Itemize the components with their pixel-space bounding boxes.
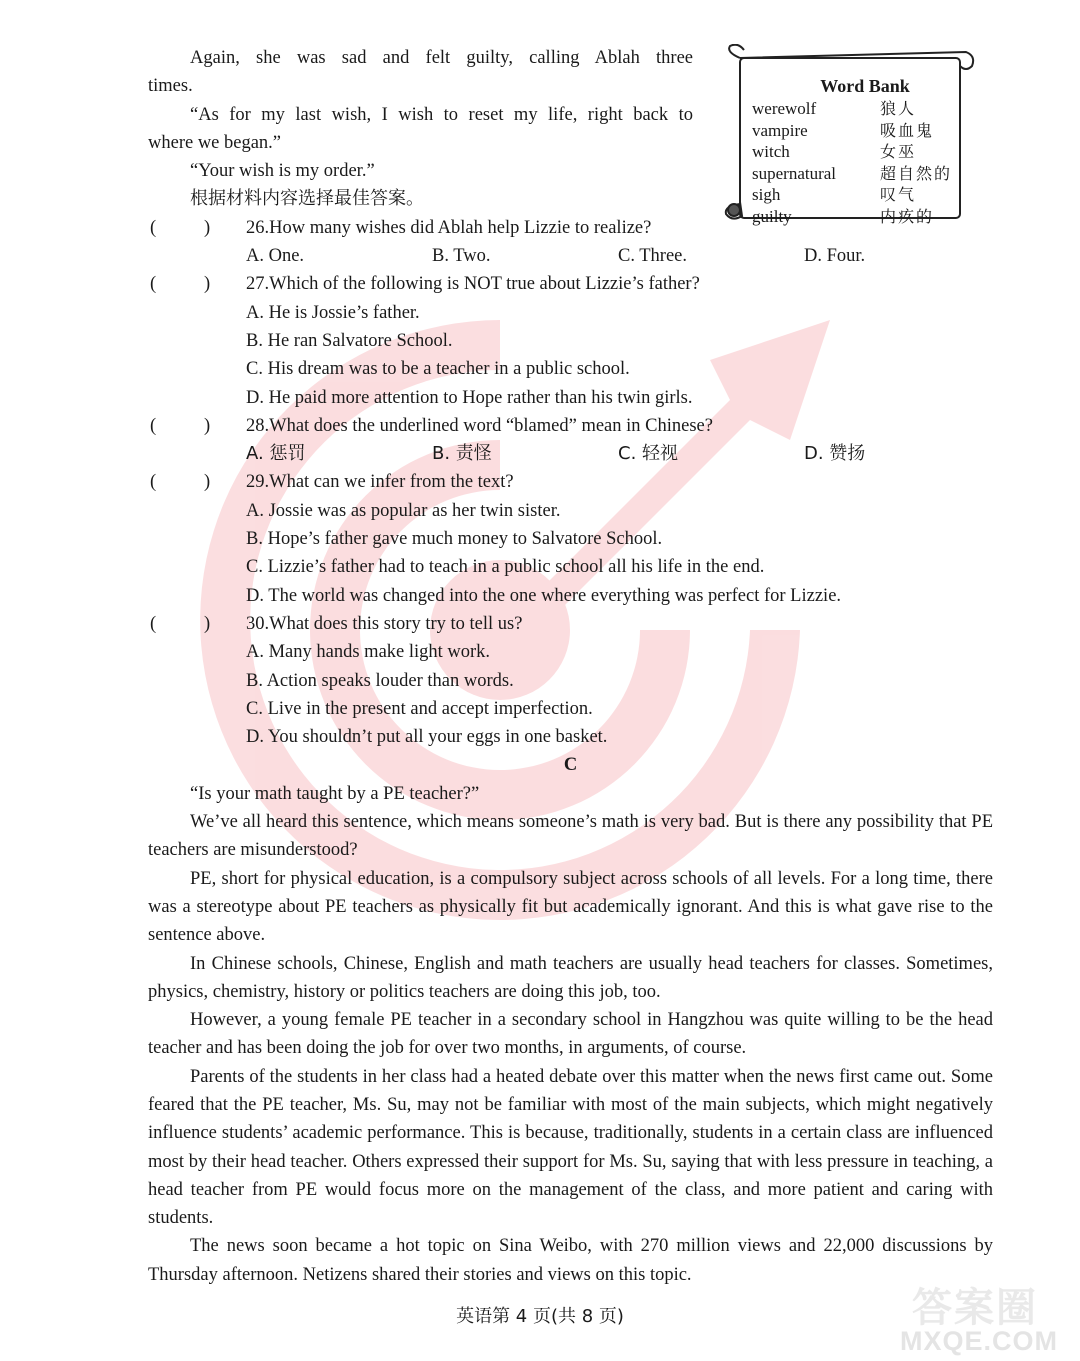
option-c: C. Three.	[618, 246, 688, 267]
passage-c-paragraph: In Chinese schools, Chinese, English and math teachers are usually head teachers for classes. Sometimes, physics, chemistry, history or politics teachers are doing this job, too.	[148, 953, 993, 1002]
answer-blank[interactable]	[148, 468, 246, 496]
word-bank-entry	[752, 98, 952, 120]
question-text: Which of the following is NOT true about Lizzie’s father?	[269, 274, 700, 295]
option-d: D. Four.	[804, 246, 866, 267]
page-footer: 英语第 4 页(共 8 页)	[456, 1306, 624, 1327]
passage-c-paragraph: “Is your math taught by a PE teacher?”	[190, 783, 480, 804]
word-zh: 狼人	[880, 99, 917, 118]
answer-blank-open: (	[150, 613, 157, 634]
option-a: A. He is Jossie’s father.	[246, 302, 420, 323]
question-text: What does the underlined word “blamed” mean in Chinese?	[269, 415, 713, 436]
word-bank-entry	[752, 184, 952, 206]
word-bank-list	[752, 98, 952, 227]
word-bank-entry	[752, 163, 952, 185]
passage-c-paragraph: The news soon became a hot topic on Sina Weibo, with 270 million views and 22,000 discussions by Thursday afternoon. Netizens shared their stories and views on this topic.	[148, 1236, 993, 1285]
option-b: B. Action speaks louder than words.	[246, 670, 514, 691]
word-bank-entry	[752, 206, 952, 228]
option-a: A. One.	[246, 246, 305, 267]
question-number: 26.	[246, 217, 270, 238]
answer-blank-close: )	[204, 415, 211, 436]
option-c: C. Lizzie’s father had to teach in a public school all his life in the end.	[246, 557, 765, 578]
answer-blank[interactable]	[148, 610, 246, 638]
option-d: D. The world was changed into the one where everything was perfect for Lizzie.	[246, 585, 842, 606]
question-number: 30.	[246, 613, 270, 634]
question-30	[148, 610, 993, 638]
question-number: 27.	[246, 274, 270, 295]
answer-blank-open: (	[150, 217, 157, 238]
option-b: B. Two.	[432, 246, 491, 267]
word-zh: 吸血鬼	[880, 120, 935, 140]
question-text: What does this story try to tell us?	[269, 613, 523, 634]
passage-paragraph-cont: where we began.”	[148, 132, 282, 153]
option-d: D. He paid more attention to Hope rather than his twin girls.	[246, 387, 693, 408]
option-c: C. 轻视	[618, 443, 679, 465]
stamp-bottom-text: MXQE.COM	[900, 1326, 1059, 1356]
answer-blank-open: (	[150, 472, 157, 493]
question-29	[148, 468, 993, 496]
answer-blank[interactable]	[148, 412, 246, 440]
word-en: witch	[752, 142, 790, 161]
question-number: 29.	[246, 472, 270, 493]
option-a: A. Many hands make light work.	[246, 642, 491, 663]
passage-paragraph-cont: times.	[148, 76, 193, 97]
question-text: What can we infer from the text?	[269, 472, 514, 493]
word-en: sigh	[752, 185, 781, 204]
word-en: werewolf	[752, 99, 817, 118]
option-c: C. His dream was to be a teacher in a public school.	[246, 359, 630, 380]
option-d: D. You shouldn’t put all your eggs in one basket.	[246, 727, 608, 748]
word-bank-scroll	[740, 50, 980, 228]
option-c: C. Live in the present and accept imperfection.	[246, 698, 593, 719]
question-27	[148, 270, 993, 298]
option-d: D. 赞扬	[804, 443, 866, 465]
option-b: B. 责怪	[432, 443, 492, 465]
answer-blank[interactable]	[148, 214, 246, 242]
answer-blank-close: )	[204, 472, 211, 493]
passage-c-paragraph: Parents of the students in her class had a heated debate over this matter when the news first came out. Some feared that the PE teacher, Ms. Su, may not be familiar with most of the main subjects, which might negatively influence students’ academic performance. This is because, traditionally, students in a certain class are influenced most by their head teacher. Others expressed their support for Ms. Su, saying that with less pressure in teaching, a head teacher from PE would focus more on the management of the class, and more patient and caring with students.	[148, 1066, 993, 1229]
passage-c-paragraph: However, a young female PE teacher in a secondary school in Hangzhou was quite willing to be the head teacher and has been doing the job for over two months, in arguments, of course.	[148, 1010, 993, 1059]
question-28	[148, 412, 993, 440]
answer-blank-open: (	[150, 274, 157, 295]
word-zh: 超自然的	[880, 163, 953, 183]
passage-paragraph: “Your wish is my order.”	[190, 161, 375, 182]
word-bank-entry	[752, 141, 952, 163]
word-en: supernatural	[752, 163, 837, 183]
option-b: B. Hope’s father gave much money to Salvatore School.	[246, 529, 663, 550]
option-a: A. 惩罚	[246, 443, 306, 465]
options-row	[246, 242, 993, 270]
passage-paragraph: Again, she was sad and felt guilty, calling Ablah three	[190, 48, 693, 68]
question-text: How many wishes did Ablah help Lizzie to realize?	[269, 217, 652, 238]
answer-blank-close: )	[204, 613, 211, 634]
word-en: vampire	[752, 120, 808, 140]
word-zh: 女巫	[880, 142, 917, 161]
word-en: guilty	[752, 206, 792, 226]
answer-blank-close: )	[204, 274, 211, 295]
stamp-top-text: 答案圈	[912, 1285, 1038, 1331]
options-row	[246, 440, 993, 468]
word-zh: 叹气	[880, 185, 917, 204]
answer-blank-open: (	[150, 415, 157, 436]
question-number: 28.	[246, 415, 270, 436]
instruction-text: 根据材料内容选择最佳答案。	[190, 188, 424, 210]
site-watermark-stamp	[896, 1276, 1080, 1361]
passage-c-paragraph: We’ve all heard this sentence, which means someone’s math is very bad. But is there any possibility that PE teachers are misunderstood?	[148, 812, 993, 861]
option-a: A. Jossie was as popular as her twin sister.	[246, 500, 561, 521]
word-bank-title: Word Bank	[820, 76, 910, 96]
word-bank-entry	[752, 120, 952, 142]
passage-paragraph: “As for my last wish, I wish to reset my life, right back to	[190, 104, 693, 125]
option-b: B. He ran Salvatore School.	[246, 330, 453, 351]
passage-c-paragraph: PE, short for physical education, is a compulsory subject across schools of all levels. For a long time, there was a stereotype about PE teachers as physically fit but academically ignorant. And this is what gave rise to the sentence above.	[148, 868, 993, 946]
answer-blank-close: )	[204, 217, 211, 238]
answer-blank[interactable]	[148, 270, 246, 298]
section-heading-c: C	[563, 755, 578, 776]
word-zh: 内疚的	[880, 206, 935, 226]
